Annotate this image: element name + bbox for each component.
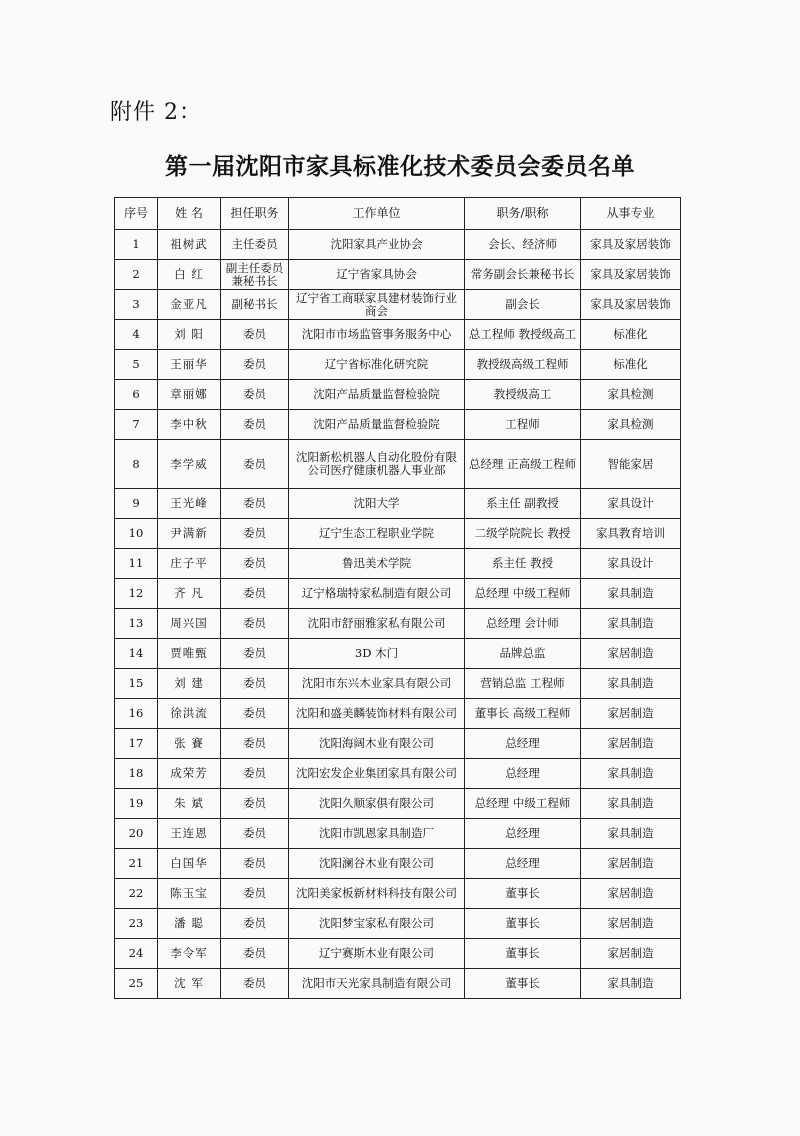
cell-field: 家具检测 bbox=[581, 380, 681, 410]
cell-field: 标准化 bbox=[581, 320, 681, 350]
header-field: 从事专业 bbox=[581, 198, 681, 230]
cell-org: 沈阳久顺家俱有限公司 bbox=[289, 789, 465, 819]
cell-no: 18 bbox=[115, 759, 158, 789]
cell-field: 家居制造 bbox=[581, 849, 681, 879]
cell-name: 齐 凡 bbox=[158, 579, 221, 609]
cell-title: 系主任 副教授 bbox=[465, 489, 581, 519]
cell-field: 家具制造 bbox=[581, 579, 681, 609]
cell-name: 张 賽 bbox=[158, 729, 221, 759]
cell-org: 3D 木门 bbox=[289, 639, 465, 669]
cell-name: 周兴国 bbox=[158, 609, 221, 639]
cell-title: 董事长 bbox=[465, 939, 581, 969]
cell-no: 1 bbox=[115, 230, 158, 260]
cell-title: 董事长 bbox=[465, 909, 581, 939]
table-header-row bbox=[115, 198, 681, 230]
cell-role: 委员 bbox=[221, 849, 289, 879]
header-title: 职务/职称 bbox=[465, 198, 581, 230]
cell-field: 家具及家居装饰 bbox=[581, 290, 681, 320]
cell-role: 委员 bbox=[221, 320, 289, 350]
cell-title: 总经理 bbox=[465, 759, 581, 789]
cell-role: 委员 bbox=[221, 639, 289, 669]
cell-title: 总经理 bbox=[465, 729, 581, 759]
cell-org: 辽宁格瑞特家私制造有限公司 bbox=[289, 579, 465, 609]
cell-role: 委员 bbox=[221, 819, 289, 849]
cell-name: 成荣芳 bbox=[158, 759, 221, 789]
cell-no: 3 bbox=[115, 290, 158, 320]
cell-role: 委员 bbox=[221, 410, 289, 440]
cell-role: 委员 bbox=[221, 380, 289, 410]
cell-field: 家居制造 bbox=[581, 699, 681, 729]
table-row bbox=[115, 350, 681, 380]
table-row bbox=[115, 819, 681, 849]
cell-org: 沈阳市凯恩家具制造厂 bbox=[289, 819, 465, 849]
cell-name: 陈玉宝 bbox=[158, 879, 221, 909]
table-row bbox=[115, 549, 681, 579]
cell-org: 辽宁省标准化研究院 bbox=[289, 350, 465, 380]
cell-name: 白国华 bbox=[158, 849, 221, 879]
cell-field: 家具制造 bbox=[581, 969, 681, 999]
table-row bbox=[115, 789, 681, 819]
cell-field: 家具设计 bbox=[581, 549, 681, 579]
cell-no: 15 bbox=[115, 669, 158, 699]
cell-field: 家居制造 bbox=[581, 729, 681, 759]
cell-role: 委员 bbox=[221, 350, 289, 380]
cell-field: 家居制造 bbox=[581, 939, 681, 969]
cell-role: 委员 bbox=[221, 789, 289, 819]
cell-field: 家具制造 bbox=[581, 609, 681, 639]
cell-no: 2 bbox=[115, 260, 158, 290]
cell-title: 董事长 高级工程师 bbox=[465, 699, 581, 729]
table-row bbox=[115, 489, 681, 519]
cell-name: 王连恩 bbox=[158, 819, 221, 849]
cell-org: 沈阳产品质量监督检验院 bbox=[289, 380, 465, 410]
cell-no: 4 bbox=[115, 320, 158, 350]
cell-role: 委员 bbox=[221, 909, 289, 939]
cell-title: 二级学院院长 教授 bbox=[465, 519, 581, 549]
cell-field: 家居制造 bbox=[581, 879, 681, 909]
cell-no: 8 bbox=[115, 440, 158, 489]
cell-title: 系主任 教授 bbox=[465, 549, 581, 579]
cell-no: 25 bbox=[115, 969, 158, 999]
cell-name: 王丽华 bbox=[158, 350, 221, 380]
cell-field: 家具教育培训 bbox=[581, 519, 681, 549]
cell-field: 智能家居 bbox=[581, 440, 681, 489]
cell-no: 14 bbox=[115, 639, 158, 669]
table-row bbox=[115, 639, 681, 669]
header-role: 担任职务 bbox=[221, 198, 289, 230]
table-row bbox=[115, 519, 681, 549]
cell-title: 总工程师 教授级高工 bbox=[465, 320, 581, 350]
cell-title: 工程师 bbox=[465, 410, 581, 440]
cell-no: 22 bbox=[115, 879, 158, 909]
table-row bbox=[115, 440, 681, 489]
cell-role: 委员 bbox=[221, 969, 289, 999]
cell-no: 7 bbox=[115, 410, 158, 440]
table-row bbox=[115, 410, 681, 440]
cell-no: 16 bbox=[115, 699, 158, 729]
cell-role: 委员 bbox=[221, 489, 289, 519]
cell-name: 朱 斌 bbox=[158, 789, 221, 819]
table-row bbox=[115, 609, 681, 639]
cell-org: 沈阳产品质量监督检验院 bbox=[289, 410, 465, 440]
cell-no: 13 bbox=[115, 609, 158, 639]
table-row bbox=[115, 849, 681, 879]
cell-no: 10 bbox=[115, 519, 158, 549]
cell-role: 委员 bbox=[221, 519, 289, 549]
cell-title: 副会长 bbox=[465, 290, 581, 320]
cell-field: 家具设计 bbox=[581, 489, 681, 519]
cell-role: 委员 bbox=[221, 669, 289, 699]
table-row bbox=[115, 759, 681, 789]
cell-title: 教授级高工 bbox=[465, 380, 581, 410]
cell-no: 24 bbox=[115, 939, 158, 969]
cell-field: 标准化 bbox=[581, 350, 681, 380]
cell-title: 教授级高级工程师 bbox=[465, 350, 581, 380]
cell-role: 委员 bbox=[221, 939, 289, 969]
cell-title: 总经理 会计师 bbox=[465, 609, 581, 639]
cell-org: 辽宁赛斯木业有限公司 bbox=[289, 939, 465, 969]
cell-title: 总经理 bbox=[465, 849, 581, 879]
cell-role: 委员 bbox=[221, 609, 289, 639]
cell-field: 家具制造 bbox=[581, 669, 681, 699]
cell-role: 主任委员 bbox=[221, 230, 289, 260]
cell-role: 委员 bbox=[221, 879, 289, 909]
cell-field: 家居制造 bbox=[581, 909, 681, 939]
cell-role: 副秘书长 bbox=[221, 290, 289, 320]
table-row bbox=[115, 380, 681, 410]
cell-role: 委员 bbox=[221, 729, 289, 759]
table-row bbox=[115, 290, 681, 320]
table-row bbox=[115, 969, 681, 999]
cell-name: 徐洪流 bbox=[158, 699, 221, 729]
cell-no: 20 bbox=[115, 819, 158, 849]
cell-no: 5 bbox=[115, 350, 158, 380]
table-row bbox=[115, 320, 681, 350]
cell-name: 潘 聪 bbox=[158, 909, 221, 939]
cell-name: 贾唯甄 bbox=[158, 639, 221, 669]
document-title: 第一届沈阳市家具标准化技术委员会委员名单 bbox=[165, 154, 635, 180]
cell-name: 刘 阳 bbox=[158, 320, 221, 350]
attachment-label: 附件 2： bbox=[110, 100, 202, 125]
table-row bbox=[115, 909, 681, 939]
cell-field: 家具制造 bbox=[581, 819, 681, 849]
cell-title: 会长、经济师 bbox=[465, 230, 581, 260]
cell-org: 沈阳家具产业协会 bbox=[289, 230, 465, 260]
cell-title: 总经理 中级工程师 bbox=[465, 789, 581, 819]
header-org: 工作单位 bbox=[289, 198, 465, 230]
cell-name: 刘 建 bbox=[158, 669, 221, 699]
cell-name: 李学威 bbox=[158, 440, 221, 489]
cell-org: 沈阳海阔木业有限公司 bbox=[289, 729, 465, 759]
header-no: 序号 bbox=[115, 198, 158, 230]
cell-name: 章丽娜 bbox=[158, 380, 221, 410]
table-row bbox=[115, 230, 681, 260]
cell-no: 23 bbox=[115, 909, 158, 939]
cell-name: 李令军 bbox=[158, 939, 221, 969]
cell-org: 沈阳澜谷木业有限公司 bbox=[289, 849, 465, 879]
cell-field: 家具检测 bbox=[581, 410, 681, 440]
cell-role: 委员 bbox=[221, 549, 289, 579]
cell-title: 董事长 bbox=[465, 969, 581, 999]
cell-title: 营销总监 工程师 bbox=[465, 669, 581, 699]
cell-org: 辽宁省工商联家具建材装饰行业商会 bbox=[289, 290, 465, 320]
cell-name: 白 红 bbox=[158, 260, 221, 290]
cell-org: 沈阳和盛美麟装饰材料有限公司 bbox=[289, 699, 465, 729]
cell-no: 11 bbox=[115, 549, 158, 579]
cell-role: 委员 bbox=[221, 440, 289, 489]
cell-no: 19 bbox=[115, 789, 158, 819]
cell-title: 品牌总监 bbox=[465, 639, 581, 669]
cell-field: 家具及家居装饰 bbox=[581, 230, 681, 260]
cell-name: 金亚凡 bbox=[158, 290, 221, 320]
cell-org: 鲁迅美术学院 bbox=[289, 549, 465, 579]
cell-org: 沈阳市天光家具制造有限公司 bbox=[289, 969, 465, 999]
cell-no: 6 bbox=[115, 380, 158, 410]
cell-role: 委员 bbox=[221, 579, 289, 609]
cell-name: 沈 军 bbox=[158, 969, 221, 999]
cell-name: 庄子平 bbox=[158, 549, 221, 579]
cell-field: 家具制造 bbox=[581, 789, 681, 819]
cell-title: 董事长 bbox=[465, 879, 581, 909]
table-row bbox=[115, 260, 681, 290]
table-row bbox=[115, 729, 681, 759]
cell-name: 祖树武 bbox=[158, 230, 221, 260]
table-row bbox=[115, 939, 681, 969]
cell-name: 李中秋 bbox=[158, 410, 221, 440]
cell-org: 沈阳宏发企业集团家具有限公司 bbox=[289, 759, 465, 789]
cell-role: 委员 bbox=[221, 759, 289, 789]
table-row bbox=[115, 879, 681, 909]
committee-members-table bbox=[114, 197, 681, 999]
cell-no: 17 bbox=[115, 729, 158, 759]
cell-title: 总经理 bbox=[465, 819, 581, 849]
cell-org: 沈阳新松机器人自动化股份有限公司医疗健康机器人事业部 bbox=[289, 440, 465, 489]
cell-org: 沈阳大学 bbox=[289, 489, 465, 519]
cell-title: 常务副会长兼秘书长 bbox=[465, 260, 581, 290]
table-row bbox=[115, 579, 681, 609]
cell-org: 沈阳美家板新材料科技有限公司 bbox=[289, 879, 465, 909]
cell-title: 总经理 中级工程师 bbox=[465, 579, 581, 609]
cell-name: 尹满新 bbox=[158, 519, 221, 549]
table-row bbox=[115, 699, 681, 729]
cell-org: 沈阳梦宝家私有限公司 bbox=[289, 909, 465, 939]
cell-name: 王光峰 bbox=[158, 489, 221, 519]
cell-field: 家具及家居装饰 bbox=[581, 260, 681, 290]
cell-org: 沈阳市市场监管事务服务中心 bbox=[289, 320, 465, 350]
cell-no: 21 bbox=[115, 849, 158, 879]
table-row bbox=[115, 669, 681, 699]
cell-org: 辽宁生态工程职业学院 bbox=[289, 519, 465, 549]
cell-role: 委员 bbox=[221, 699, 289, 729]
cell-title: 总经理 正高级工程师 bbox=[465, 440, 581, 489]
cell-no: 12 bbox=[115, 579, 158, 609]
cell-org: 沈阳市东兴木业家具有限公司 bbox=[289, 669, 465, 699]
cell-no: 9 bbox=[115, 489, 158, 519]
header-name: 姓 名 bbox=[158, 198, 221, 230]
cell-org: 沈阳市舒丽雅家私有限公司 bbox=[289, 609, 465, 639]
cell-field: 家具制造 bbox=[581, 759, 681, 789]
cell-field: 家居制造 bbox=[581, 639, 681, 669]
cell-role: 副主任委员兼秘书长 bbox=[221, 260, 289, 290]
cell-org: 辽宁省家具协会 bbox=[289, 260, 465, 290]
